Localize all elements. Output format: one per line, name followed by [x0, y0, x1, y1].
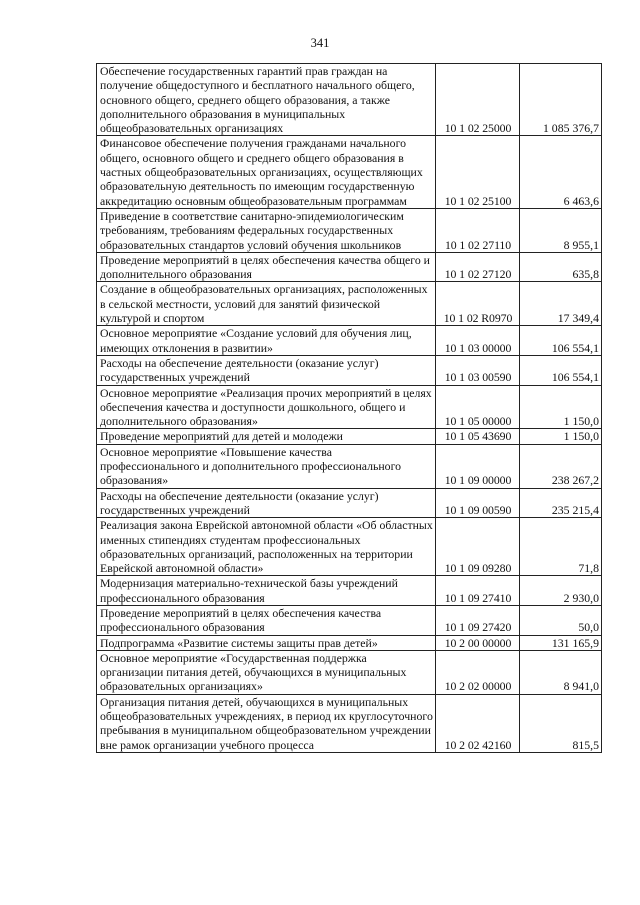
row-code: 10 1 09 00590 [436, 488, 520, 518]
budget-table [96, 63, 602, 753]
row-code: 10 1 05 43690 [436, 429, 520, 444]
table-row [97, 488, 602, 518]
row-description: Приведение в соответствие санитарно-эпидемиологическим требованиям, требованиям федеральных государственных образовательных стандартов условий обучения школьников [97, 208, 436, 252]
row-code: 10 1 09 00000 [436, 444, 520, 488]
row-description: Проведение мероприятий в целях обеспечения качества профессионального образования [97, 605, 436, 635]
row-description: Обеспечение государственных гарантий прав граждан на получение общедоступного и бесплатного начального общего, основного общего, среднего общего образования, а также дополнительного образования в муниципальных общеобразовательных организациях [97, 64, 436, 136]
row-description: Реализация закона Еврейской автономной области «Об областных именных стипендиях студентам профессиональных образовательных организаций, расположенных на территории Еврейской автономной области» [97, 518, 436, 576]
table-row [97, 694, 602, 752]
row-code: 10 1 02 27120 [436, 252, 520, 282]
row-amount: 815,5 [520, 694, 602, 752]
row-code: 10 1 02 25100 [436, 136, 520, 208]
table-row [97, 326, 602, 356]
row-code: 10 1 02 27110 [436, 208, 520, 252]
row-amount: 131 165,9 [520, 635, 602, 650]
table-row [97, 429, 602, 444]
row-description: Подпрограмма «Развитие системы защиты прав детей» [97, 635, 436, 650]
row-amount: 635,8 [520, 252, 602, 282]
row-code: 10 1 05 00000 [436, 385, 520, 429]
row-amount: 6 463,6 [520, 136, 602, 208]
row-description: Расходы на обеспечение деятельности (оказание услуг) государственных учреждений [97, 355, 436, 385]
row-code: 10 2 00 00000 [436, 635, 520, 650]
row-description: Создание в общеобразовательных организациях, расположенных в сельской местности, условий для занятий физической культурой и спортом [97, 282, 436, 326]
table-row [97, 385, 602, 429]
row-amount: 8 955,1 [520, 208, 602, 252]
table-row [97, 444, 602, 488]
table-row [97, 208, 602, 252]
row-description: Основное мероприятие «Реализация прочих мероприятий в целях обеспечения качества и доступности дошкольного, общего и дополнительного образования» [97, 385, 436, 429]
table-row [97, 605, 602, 635]
table-row [97, 518, 602, 576]
row-amount: 106 554,1 [520, 355, 602, 385]
row-amount: 71,8 [520, 518, 602, 576]
row-amount: 2 930,0 [520, 576, 602, 606]
row-code: 10 1 09 27410 [436, 576, 520, 606]
row-description: Расходы на обеспечение деятельности (оказание услуг) государственных учреждений [97, 488, 436, 518]
row-description: Проведение мероприятий для детей и молодежи [97, 429, 436, 444]
row-amount: 1 085 376,7 [520, 64, 602, 136]
row-amount: 8 941,0 [520, 650, 602, 694]
table-row [97, 136, 602, 208]
row-code: 10 2 02 00000 [436, 650, 520, 694]
row-code: 10 1 09 09280 [436, 518, 520, 576]
row-amount: 235 215,4 [520, 488, 602, 518]
row-amount: 1 150,0 [520, 385, 602, 429]
table-row [97, 650, 602, 694]
row-code: 10 1 02 R0970 [436, 282, 520, 326]
table-row [97, 635, 602, 650]
row-code: 10 1 09 27420 [436, 605, 520, 635]
table-row [97, 355, 602, 385]
row-amount: 238 267,2 [520, 444, 602, 488]
table-row [97, 576, 602, 606]
row-code: 10 1 03 00590 [436, 355, 520, 385]
row-amount: 50,0 [520, 605, 602, 635]
row-description: Проведение мероприятий в целях обеспечения качества общего и дополнительного образования [97, 252, 436, 282]
page-number: 341 [310, 36, 330, 50]
row-description: Организация питания детей, обучающихся в муниципальных общеобразовательных учреждениях, в период их круглосуточного пребывания в муниципальном общеобразовательном учреждении вне рамок организации учебного процесса [97, 694, 436, 752]
table-row [97, 252, 602, 282]
table-row [97, 64, 602, 136]
row-code: 10 1 02 25000 [436, 64, 520, 136]
row-description: Основное мероприятие «Повышение качества профессионального и дополнительного профессионального образования» [97, 444, 436, 488]
row-description: Финансовое обеспечение получения гражданами начального общего, основного общего и среднего общего образования в частных общеобразовательных организациях, осуществляющих образовательную деятельность по имеющим государственную аккредитацию основным общеобразовательным программам [97, 136, 436, 208]
table-row [97, 282, 602, 326]
row-amount: 17 349,4 [520, 282, 602, 326]
budget-table-body [97, 64, 602, 753]
row-description: Основное мероприятие «Государственная поддержка организации питания детей, обучающихся в муниципальных образовательных организациях» [97, 650, 436, 694]
row-code: 10 2 02 42160 [436, 694, 520, 752]
row-description: Основное мероприятие «Создание условий для обучения лиц, имеющих отклонения в развитии» [97, 326, 436, 356]
row-code: 10 1 03 00000 [436, 326, 520, 356]
row-amount: 1 150,0 [520, 429, 602, 444]
row-description: Модернизация материально-технической базы учреждений профессионального образования [97, 576, 436, 606]
row-amount: 106 554,1 [520, 326, 602, 356]
